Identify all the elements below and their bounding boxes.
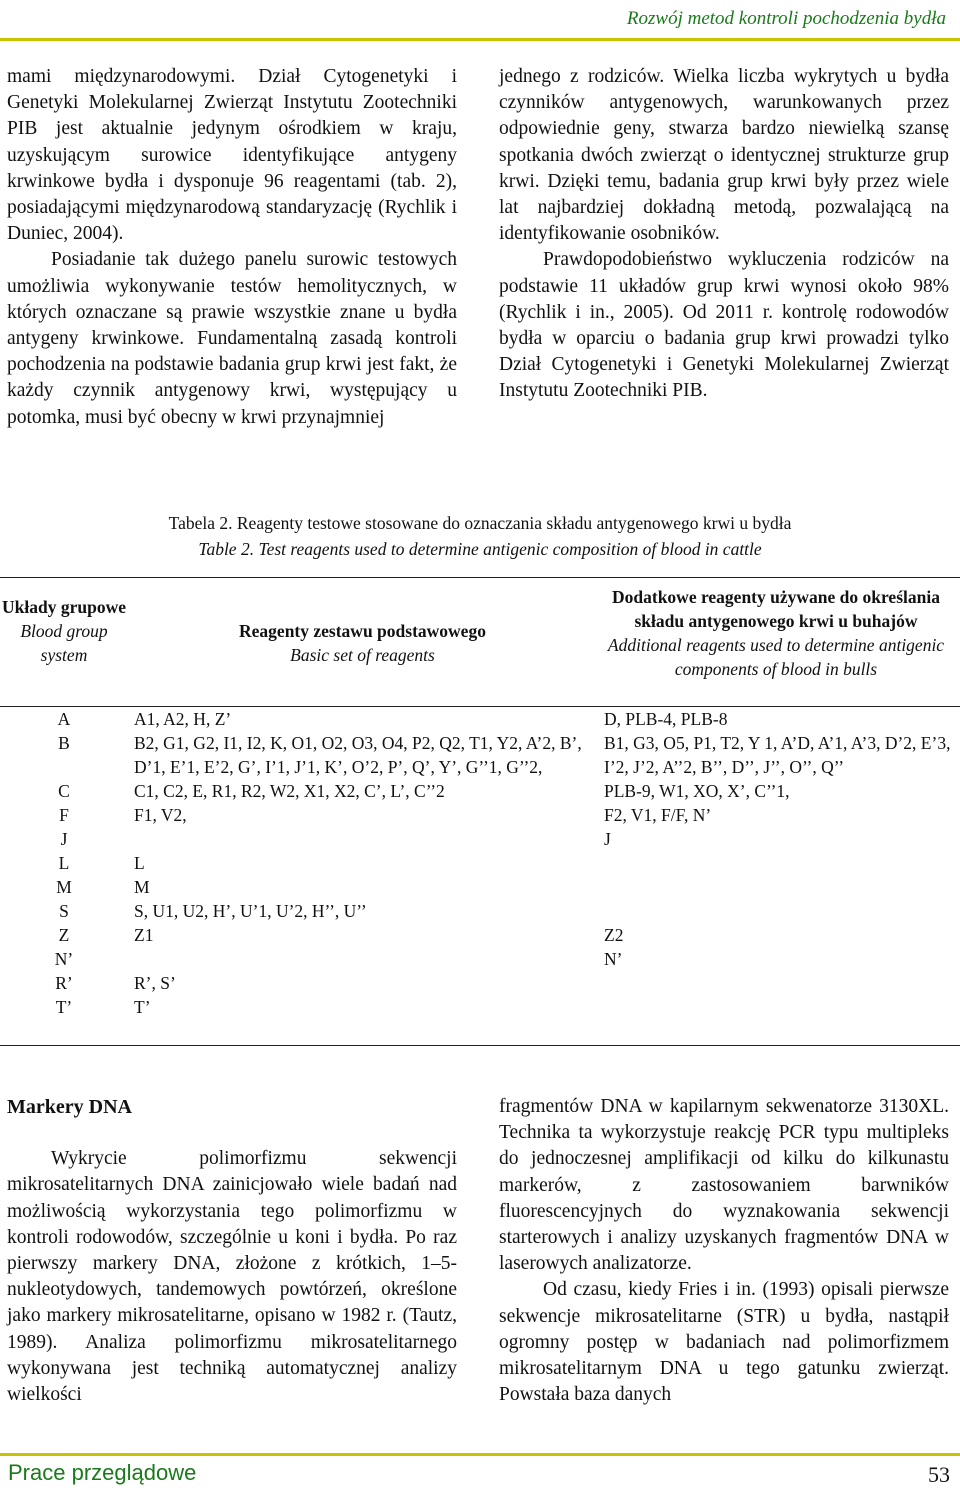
header-blood-group-system	[0, 595, 128, 667]
cell-basic: M	[134, 877, 150, 897]
cell-system: J	[60, 829, 68, 849]
paragraph: Od czasu, kiedy Fries i in. (1993) opisali pierwsze sekwencje mikrosatelitarne (STR) u bydła, nastąpił ogromny postęp w badaniach nad polimorfizmem mikrosatelitarnym DNA u tego gatunku zwierząt. Powstała baza danych	[499, 1279, 949, 1406]
cell-system: A	[57, 709, 71, 729]
table-caption-polish: Tabela 2. Reagenty testowe stosowane do oznaczania składu antygenowego krwi u bydła	[168, 513, 792, 533]
table-top-rule	[0, 577, 960, 578]
header-divider	[0, 38, 960, 41]
cell-additional: PLB-9, W1, XO, X’, C’’1,	[604, 781, 790, 801]
cell-basic: R’, S’	[134, 973, 176, 993]
table-row	[0, 995, 960, 1019]
cell-additional: N’	[604, 949, 623, 969]
header-system-pl: Układy grupowe	[2, 597, 126, 617]
cell-basic: A1, A2, H, Z’	[134, 709, 232, 729]
table-row	[0, 899, 960, 923]
cell-basic: C1, C2, E, R1, R2, W2, X1, X2, C’, L’, C’’2	[134, 781, 445, 801]
paragraph: Wykrycie polimorfizmu sekwencji mikrosatelitarnych DNA zainicjowało wiele badań nad możliwością wykorzystania tego polimorfizmu w kontroli rodowodów, szczególnie u koni i bydła. Po raz pierwszy markery DNA, złożone z krótkich, 1–5-nukleotydowych, tandemowych powtórzeń, określone jako markery mikrosatelitarne, opisano w 1982 r. (Tautz, 1989). Analiza polimorfizmu mikrosatelitarnego wykonywana jest techniką automatycznej analizy wielkości	[7, 1148, 457, 1406]
cell-additional: Z2	[604, 925, 624, 945]
table-row	[0, 971, 960, 995]
paragraph: Posiadanie tak dużego panelu surowic testowych umożliwia wykonywanie testów hemolitycznych, w których oznaczane są prawie wszystkie znane u bydła antygeny krwinkowe. Fundamentalną zasadą kontroli pochodzenia na podstawie badania grup krwi jest fakt, że każdy czynnik antygenowy krwi, występujący u potomka, musi być obecny w krwi przynajmniej	[7, 249, 457, 428]
footer-section-label: Prace przeglądowe	[8, 1460, 197, 1485]
cell-system: L	[58, 853, 70, 873]
header-basic-en: Basic set of reagents	[290, 645, 435, 665]
cell-basic: F1, V2,	[134, 805, 187, 825]
cell-additional: B1, G3, O5, P1, T2, Y 1, A’D, A’1, A’3, D’2, E’3, I’2, J’2, A’’2, B’’, D’’, J’’, O’’, Q’’	[604, 733, 951, 777]
table-bottom-rule	[0, 1045, 960, 1046]
cell-additional	[604, 875, 960, 899]
table-body	[0, 707, 960, 1019]
cell-system: N’	[54, 949, 74, 969]
cell-system: R’	[55, 973, 73, 993]
paragraph: jednego z rodziców. Wielka liczba wykrytych u bydła czynników antygenowych, warunkowanych przez odpowiednie geny, stwarza bardzo niewielką szansę spotkania dwóch zwierząt o identycznej strukturze grup krwi. Dzięki temu, badania grup krwi były przez wiele lat najbardziej dokładną metodą, pozwalającą na identyfikowanie osobników.	[499, 66, 949, 245]
cell-additional	[604, 971, 960, 995]
header-system-en: Blood group system	[20, 621, 108, 665]
header-additional-reagents	[597, 585, 955, 681]
table-row	[0, 875, 960, 899]
cell-basic: B2, G1, G2, I1, I2, K, O1, O2, O3, O4, P2, Q2, T1, Y2, A’2, B’, D’1, E’1, E’2, G’, I’1, J’1, K’, O’2, P’, Q’, Y’, G’’1, G’’2,	[134, 733, 582, 777]
reagents-table	[0, 577, 960, 1047]
table-row	[0, 851, 960, 875]
cell-additional	[604, 899, 960, 923]
text-column-bottom-left	[7, 1094, 457, 1408]
text-column-top-left	[7, 64, 457, 431]
table-row	[0, 803, 960, 827]
text-column-top-right	[499, 64, 949, 405]
cell-basic	[128, 827, 604, 851]
cell-basic: T’	[134, 997, 151, 1017]
cell-basic: S, U1, U2, H’, U’1, U’2, H’’, U’’	[134, 901, 367, 921]
cell-basic	[128, 947, 604, 971]
text-column-bottom-right	[499, 1094, 949, 1408]
page-number: 53	[928, 1462, 950, 1487]
cell-additional	[604, 995, 960, 1019]
cell-system: M	[56, 877, 72, 897]
section-heading: Markery DNA	[7, 1096, 132, 1118]
cell-additional: D, PLB-4, PLB-8	[604, 709, 728, 729]
table-row	[0, 707, 960, 731]
cell-system: B	[58, 733, 70, 753]
cell-system: C	[58, 781, 70, 801]
cell-system: S	[59, 901, 69, 921]
cell-additional: J	[604, 829, 611, 849]
table-row	[0, 779, 960, 803]
running-header: Rozwój metod kontroli pochodzenia bydła	[626, 8, 946, 29]
footer-divider	[0, 1453, 960, 1456]
table-row	[0, 947, 960, 971]
paragraph: fragmentów DNA w kapilarnym sekwenatorze 3130XL. Technika ta wykorzystuje reakcję PCR typu multipleks do jednoczesnej amplifikacji od kilku do kilkunastu markerów, z zastosowaniem barwników fluorescencyjnych do wyznakowania sekwencji starterowych i analizy uzyskanych fragmentów DNA w laserowych analizatorze.	[499, 1096, 949, 1275]
header-basic-pl: Reagenty zestawu podstawowego	[239, 621, 486, 641]
paragraph: Prawdopodobieństwo wykluczenia rodziców na podstawie 11 układów grup krwi wynosi około 98% (Rychlik i in., 2005). Od 2011 r. kontrolę rodowodów bydła w oparciu o badania grup krwi prowadzi tylko Dział Cytogenetyki i Genetyki Molekularnej Zwierząt Instytutu Zootechniki PIB.	[499, 249, 949, 402]
table-caption-english: Table 2. Test reagents used to determine antigenic composition of blood in cattle	[198, 539, 762, 559]
cell-system: F	[59, 805, 69, 825]
cell-basic: L	[134, 853, 145, 873]
table-row	[0, 731, 960, 779]
cell-additional	[604, 851, 960, 875]
header-additional-en: Additional reagents used to determine antigenic components of blood in bulls	[607, 635, 945, 679]
cell-system: T’	[55, 997, 73, 1017]
table-row	[0, 923, 960, 947]
table-row	[0, 827, 960, 851]
cell-additional: F2, V1, F/F, N’	[604, 805, 712, 825]
header-additional-pl: Dodatkowe reagenty używane do określania składu antygenowego krwi u buhajów	[612, 587, 940, 631]
cell-basic: Z1	[134, 925, 154, 945]
paragraph: mami międzynarodowymi. Dział Cytogenetyki i Genetyki Molekularnej Zwierząt Instytutu Zootechniki PIB jest aktualnie jedynym ośrodkiem w kraju, uzyskującym surowice identyfikujące antygeny krwinkowe bydła i dysponuje 96 reagentami (tab. 2), posiadającymi międzynarodową standaryzację (Rychlik i Duniec, 2004).	[7, 66, 457, 245]
cell-system: Z	[58, 925, 70, 945]
header-basic-reagents	[185, 619, 540, 667]
